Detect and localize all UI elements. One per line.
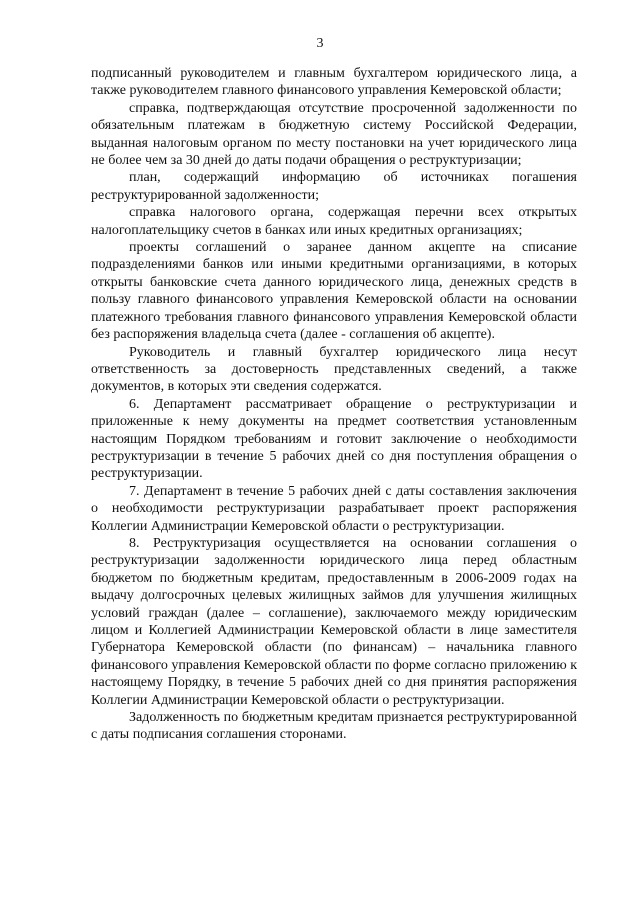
paragraph-signature-continuation: подписанный руководителем и главным бухгалтером юридического лица, а также руководителем главного финансового управления Кемеровской области; <box>91 66 577 99</box>
document-body <box>91 65 577 744</box>
paragraph-tax-debt-certificate: справка, подтверждающая отсутствие просроченной задолженности по обязательным платежам в бюджетную систему Российской Федерации, выданная налоговым органом по месту постановки на учет юридического лица не более чем за 30 дней до даты подачи обращения о реструктуризации; <box>91 100 577 169</box>
paragraph-restructured-debt: Задолженность по бюджетным кредитам признается реструктурированной с даты подписания соглашения сторонами. <box>91 710 577 743</box>
paragraph-responsibility: Руководитель и главный бухгалтер юридического лица несут ответственность за достоверность представленных сведений, а также документов, в которых эти сведения содержатся. <box>91 344 577 395</box>
paragraph-repayment-plan: план, содержащий информацию об источниках погашения реструктурированной задолженности; <box>91 170 577 203</box>
paragraph-acceptance-agreements: проекты соглашений о заранее данном акцепте на списание подразделениями банков или иными кредитными организациями, в которых открыты банковские счета данного юридического лица, денежных средств в пользу главного финансового управления Кемеровской области на основании платежного требования главного финансового управления Кемеровской области без распоряжения владельца счета (далее - соглашения об акцепте). <box>91 240 577 343</box>
paragraph-bank-accounts-certificate: справка налогового органа, содержащая перечни всех открытых налогоплательщику счетов в банках или иных кредитных организациях; <box>91 205 577 238</box>
page-number: 3 <box>316 36 324 51</box>
paragraph-item-7: 7. Департамент в течение 5 рабочих дней с даты составления заключения о необходимости реструктуризации разрабатывает проект распоряжения Коллегии Администрации Кемеровской области о реструктуризации. <box>91 483 577 534</box>
paragraph-item-6: 6. Департамент рассматривает обращение о реструктуризации и приложенные к нему документы на предмет соответствия установленным настоящим Порядком требованиям и готовит заключение о необходимости реструктуризации в течение 5 рабочих дней со дня поступления обращения о реструктуризации. <box>91 396 577 482</box>
paragraph-item-8: 8. Реструктуризация осуществляется на основании соглашения о реструктуризации задолженности юридического лица перед областным бюджетом по бюджетным кредитам, предоставленным в 2006-2009 годах на выдачу долгосрочных целевых жилищных займов для улучшения жилищных условий граждан (далее – соглашение), заключаемого между юридическим лицом и Коллегией Администрации Кемеровской области в лице заместителя Губернатора Кемеровской области (по финансам) – начальника главного финансового управления Кемеровской области по форме согласно приложению к настоящему Порядку, в течение 5 рабочих дней со дня принятия распоряжения Коллегии Администрации Кемеровской области о реструктуризации. <box>91 535 578 708</box>
